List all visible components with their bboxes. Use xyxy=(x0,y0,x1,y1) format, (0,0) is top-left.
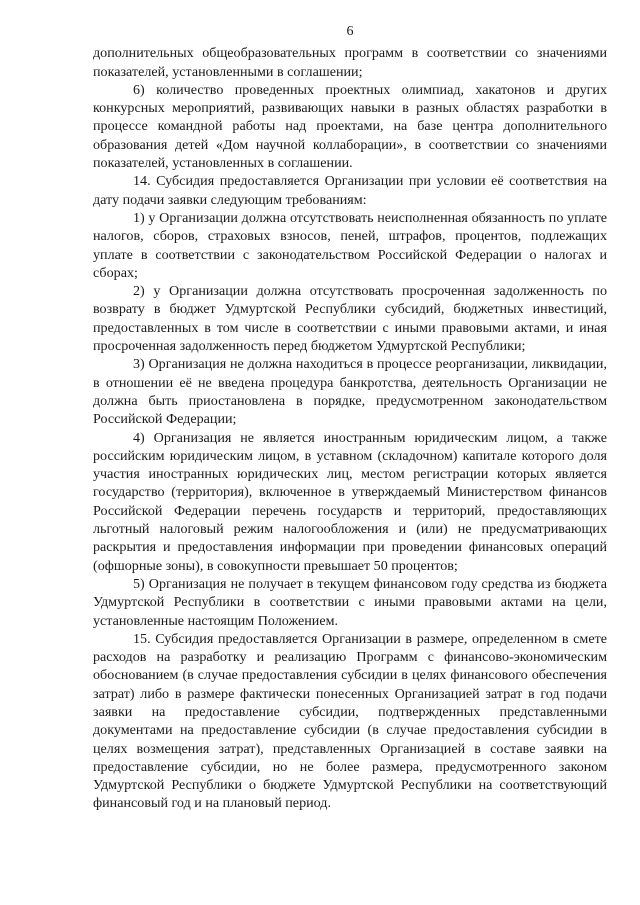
paragraph-requirement-3: 3) Организация не должна находиться в процессе реорганизации, ликвидации, в отношении её не введена процедура банкротства, деятельность Организации не должна быть приостановлена в порядке, предусмотренном законодательством Российской Федерации; xyxy=(93,356,607,428)
paragraph-requirement-1: 1) у Организации должна отсутствовать неисполненная обязанность по уплате налогов, сборов, страховых взносов, пеней, штрафов, процентов, подлежащих уплате в соответствии с законодательством Российской Федерации о налогах и сборах; xyxy=(93,209,607,281)
paragraph-requirement-2: 2) у Организации должна отсутствовать просроченная задолженность по возврату в бюджет Удмуртской Республики субсидий, бюджетных инвестиций, предоставленных в том числе в соответствии с иными правовыми актами, и иная просроченная задолженность перед бюджетом Удмуртской Республики; xyxy=(93,283,607,355)
paragraph-requirement-4: 4) Организация не является иностранным юридическим лицом, а также российским юридическим лицом, в уставном (складочном) капитале которого доля участия иностранных юридических лиц, местом регистрации которых является государство (территория), включенное в утверждаемый Министерством финансов Российской Федерации перечень государств и территорий, предоставляющих льготный налоговый режим налогообложения и (или) не предусматривающих раскрытия и предоставления информации при проведении финансовых операций (офшорные зоны), в совокупности превышает 50 процентов; xyxy=(93,429,607,574)
paragraph-clause-14: 14. Субсидия предоставляется Организации при условии её соответствия на дату подачи заявки следующим требованиям: xyxy=(93,173,607,208)
page-number: 6 xyxy=(346,23,354,39)
paragraph-item-6: 6) количество проведенных проектных олимпиад, хакатонов и других конкурсных мероприятий, развивающих навыки в разных областях разработки в процессе командной работы над проектами, на базе центра дополнительного образования детей «Дом научной коллаборации», в соответствии со значениями показателей, установленных в соглашении. xyxy=(93,81,607,172)
paragraph-requirement-5: 5) Организация не получает в текущем финансовом году средства из бюджета Удмуртской Республики в соответствии с иными правовыми актами на цели, установленные настоящим Положением. xyxy=(93,575,607,629)
paragraph-clause-15: 15. Субсидия предоставляется Организации в размере, определенном в смете расходов на разработку и реализацию Программ с финансово-экономическим обоснованием (в случае предоставления субсидии в целях финансового обеспечения затрат) либо в размере фактически понесенных Организацией затрат в год подачи заявки на предоставление субсидии, подтвержденных представленными документами на предоставление субсидии (в случае предоставления субсидии в целях возмещения затрат), представленных Организацией в составе заявки на предоставление субсидии, но не более размера, предусмотренного законом Удмуртской Республики о бюджете Удмуртской Республики на соответствующий финансовый год и на плановый период. xyxy=(93,630,607,812)
paragraph-continuation: дополнительных общеобразовательных программ в соответствии со значениями показателей, установленными в соглашении; xyxy=(93,45,607,80)
